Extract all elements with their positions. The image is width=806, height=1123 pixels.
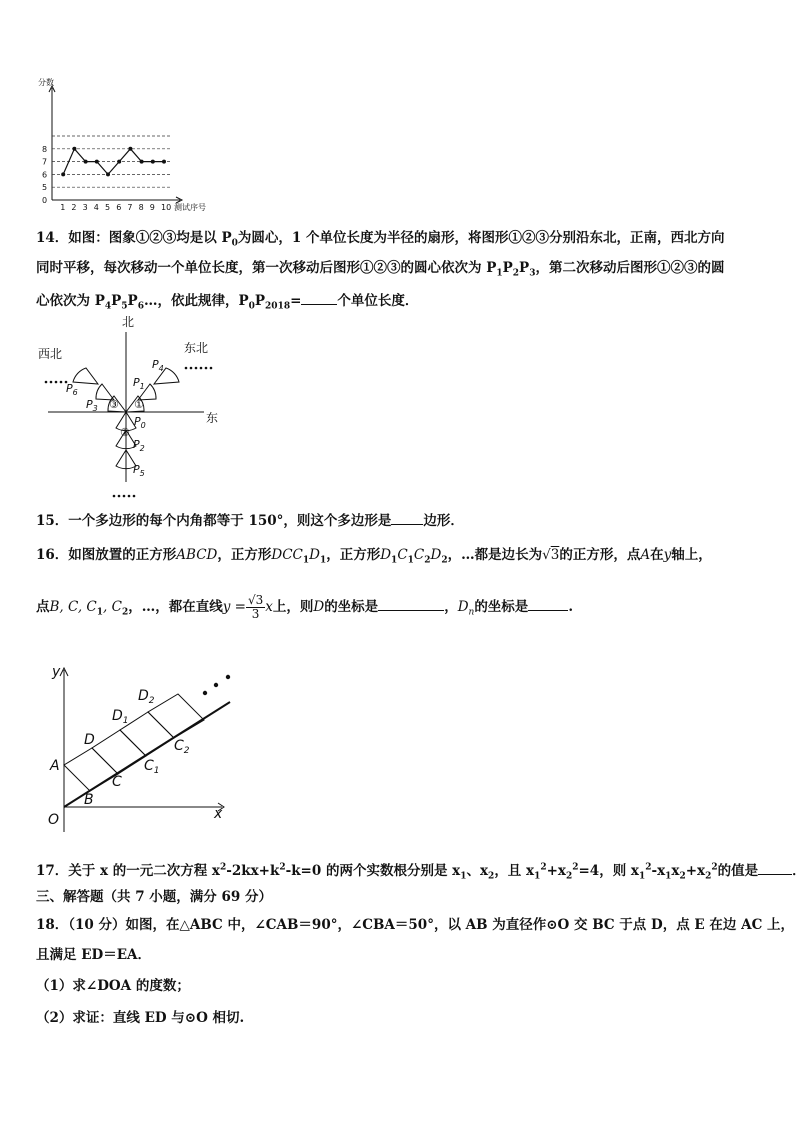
q14-answer-blank[interactable] [301,290,337,305]
section-3-title: 三、解答题（共 7 小题，满分 69 分） [36,889,272,905]
xtick-label: 2 [71,203,77,212]
xtick-label: 8 [138,203,144,212]
svg-text:P5: $P_5$ [133,463,145,478]
svg-text:P1: $P_1$ [133,376,145,391]
svg-text:C: C [112,774,122,790]
svg-text:P0: $P_0$ [134,415,146,430]
q16-answer-blank-d[interactable] [378,596,444,611]
origin-label: 0 [42,196,48,205]
q15-answer-blank[interactable] [391,510,423,525]
xtick-label: 1 [60,203,66,212]
svg-text:C1: $C_1$ [144,758,160,776]
data-point [106,172,110,176]
q18-part2: （2）求证：直线 ED 与⊙O 相切. [36,1010,245,1026]
data-point [117,160,121,164]
xtick-label: 5 [105,203,111,212]
svg-text:P4: $P_4$ [152,358,164,373]
q18-line1: 18．（10 分）如图，在△ABC 中，∠CAB＝90°，∠CBA＝50°，以 AB 为直径作⊙O 交 BC 于点 D，点 E 在边 AC 上， [36,917,795,933]
data-point [72,147,76,151]
ytick-label: 5 [42,183,48,193]
square-4 [148,694,204,738]
svg-text:C2: $C_2$ [174,738,190,756]
svg-text:O: O [48,812,60,828]
svg-text:y: y [52,664,61,680]
svg-text:B: B [84,792,94,808]
svg-text:P2: $P_2$ [133,438,145,453]
square-dcc1d1 [92,730,146,774]
svg-text:D2: $D_2$ [138,688,155,706]
q15-text: 15．一个多边形的每个内角都等于 150°，则这个多边形是 边形． [36,510,464,530]
label-northeast: 东北 [184,341,209,355]
label-northwest: 西北 [38,347,63,361]
q18-part1: （1）求∠DOA 的度数； [36,978,190,994]
label-east: 东 [206,411,219,425]
label-north: 北 [122,315,135,329]
svg-text:D: D [84,732,95,748]
q17-answer-blank[interactable] [758,860,792,875]
ytick-label: 7 [42,157,48,167]
xtick-label: 3 [82,203,88,212]
sector-3-p6 [73,368,98,384]
xtick-label: 10 [161,203,172,212]
q14-line3: 心依次为 $P_4P_5P_6\dots$，依此规律，$P_0P_{2018}=$ 个单位长度． [36,290,418,310]
svg-text:P3: $P_3$ [86,398,98,413]
q16-squares-figure [42,662,242,837]
data-point [151,160,155,164]
svg-text:D1: $D_1$ [112,708,129,726]
svg-text:A: A [50,758,60,774]
xtick-label: 4 [93,203,99,212]
data-point [140,160,144,164]
q14-line2: 同时平移，每次移动一个单位长度，第一次移动后图形①②③的圆心依次为 $P_1P_2P_3$，第二次移动后图形①②③的圆 [36,260,725,279]
q14-sector-figure [36,312,236,507]
q16-line1: 16．如图放置的正方形ABCD，正方形$DCC_1D_1$，正方形$D_1C_1C_2D_2$，…都是边长为√3的正方形，点A在y轴上， [36,547,712,566]
ytick-label: 8 [42,144,48,154]
score-line-chart [30,78,250,212]
data-point [162,160,166,164]
q16-line2: 点B, C, $C_1$, $C_2$，…，都在直线y = $\frac{√3}{3}$ x上，则D的坐标是 ，$D_n$的坐标是 . [36,593,574,621]
data-point [61,172,65,176]
xtick-label: 9 [149,203,155,212]
xtick-label: 7 [127,203,133,212]
data-point [95,160,99,164]
q17-text: 17．关于 x 的一元二次方程 $x^2-2kx+k^2-k=0$ 的两个实数根分别是 $x_1$、$x_2$，且 $x_1^2+x_2^2=4$，则 $x_1^2-x_1x_2+x_2^2$的值是 ． [36,860,806,880]
ytick-label: 6 [42,170,48,180]
data-point [84,160,88,164]
q16-answer-blank-dn[interactable] [528,596,568,611]
svg-text:x: x [214,806,223,822]
svg-text:①: ① [134,398,144,411]
svg-text:③: ③ [109,398,119,411]
q14-line1: 14．如图：图象①②③均是以 $P_0$为圆心，1 个单位长度为半径的扇形，将图形①②③分别沿东北，正南，西北方向 [36,230,725,249]
q18-line2: 且满足 ED＝EA． [36,947,151,963]
data-point [128,147,132,151]
square-abcd [64,748,118,791]
y-axis-label: 分数 [38,78,54,87]
svg-text:②: ② [120,426,130,439]
xtick-label: 6 [116,203,122,212]
x-axis-label: 测试序号 [174,203,206,212]
svg-text:P6: $P_6$ [66,382,78,397]
